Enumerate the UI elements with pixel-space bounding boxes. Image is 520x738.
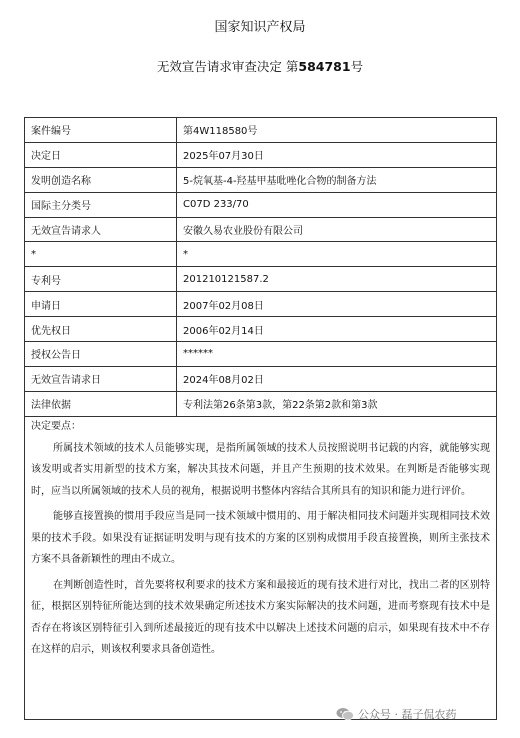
watermark [336,706,457,722]
table-row [25,391,497,416]
field-value: 2025年07月30日 [177,142,497,167]
table-row [25,167,497,192]
field-value: 2024年08月02日 [177,366,497,391]
field-value: 2006年02月14日 [177,317,497,342]
wechat-icon [336,707,354,721]
field-label: 专利号 [25,267,177,292]
case-info-table [24,117,497,417]
decision-title [0,57,520,75]
table-row [25,366,497,391]
field-label: 决定日 [25,142,177,167]
field-label: 申请日 [25,292,177,317]
field-value: 安徽久易农业股份有限公司 [177,217,497,242]
field-value: 5-烷氧基-4-羟基甲基吡唑化合物的制备方法 [177,167,497,192]
field-value: ****** [177,342,497,367]
table-row [25,192,497,217]
field-label: 无效宣告请求人 [25,217,177,242]
decision-paragraph-3: 在判断创造性时，首先要将权利要求的技术方案和最接近的现有技术进行对比，找出二者的区别特征，根据区别特征所能达到的技术效果确定所述技术方案实际解决的技术问题，进而考察现有技术中是否存在将该区别特征引入到所述最接近的现有技术中以解决上述技术问题的启示，如果现有技术中不存在这样的启示，则该权利要求具备创造性。 [31,579,490,655]
field-value: * [177,242,497,267]
field-label: 发明创造名称 [25,167,177,192]
decision-points-heading: 决定要点： [31,421,81,432]
decision-paragraph-1: 所属技术领域的技术人员能够实现，是指所属领域的技术人员按照说明书记载的内容，就能够实现该发明或者实用新型的技术方案，解决其技术问题，并且产生预期的技术效果。在判断是否能够实现时，应当以所属领域的技术人员的视角，根据说明书整体内容结合其所具有的知识和能力进行评价。 [31,442,490,497]
table-row [25,267,497,292]
field-label: 无效宣告请求日 [25,366,177,391]
field-label: 案件编号 [25,118,177,143]
table-row [25,217,497,242]
field-label: * [25,242,177,267]
issuing-office: 国家知识产权局 [214,20,306,35]
field-label: 授权公告日 [25,342,177,367]
decision-number: 584781 [298,59,351,74]
table-row [25,342,497,367]
watermark-text: 公众号 · 磊子侃农药 [358,708,457,721]
table-row [25,292,497,317]
title-suffix: 号 [350,59,364,74]
decision-paragraph-2: 能够直接置换的惯用手段应当是同一技术领域中惯用的、用于解决相同技术问题并实现相同技术效果的技术手段。如果没有证据证明发明与现有技术的方案的区别构成惯用手段直接置换，则所主张技术方案不具备新颖性的理由不成立。 [31,511,490,565]
table-row [25,142,497,167]
decision-points [24,416,497,720]
field-value: 专利法第26条第3款，第22条第2款和第3款 [177,391,497,416]
field-value: 第4W118580号 [177,118,497,143]
title-prefix: 无效宣告请求审查决定 第 [156,59,299,74]
field-label: 国际主分类号 [25,192,177,217]
field-value: 201210121587.2 [177,267,497,292]
field-label: 法律依据 [25,391,177,416]
table-row [25,242,497,267]
field-label: 优先权日 [25,317,177,342]
field-value: 2007年02月08日 [177,292,497,317]
field-value: C07D 233/70 [177,192,497,217]
table-row [25,118,497,143]
table-row [25,317,497,342]
